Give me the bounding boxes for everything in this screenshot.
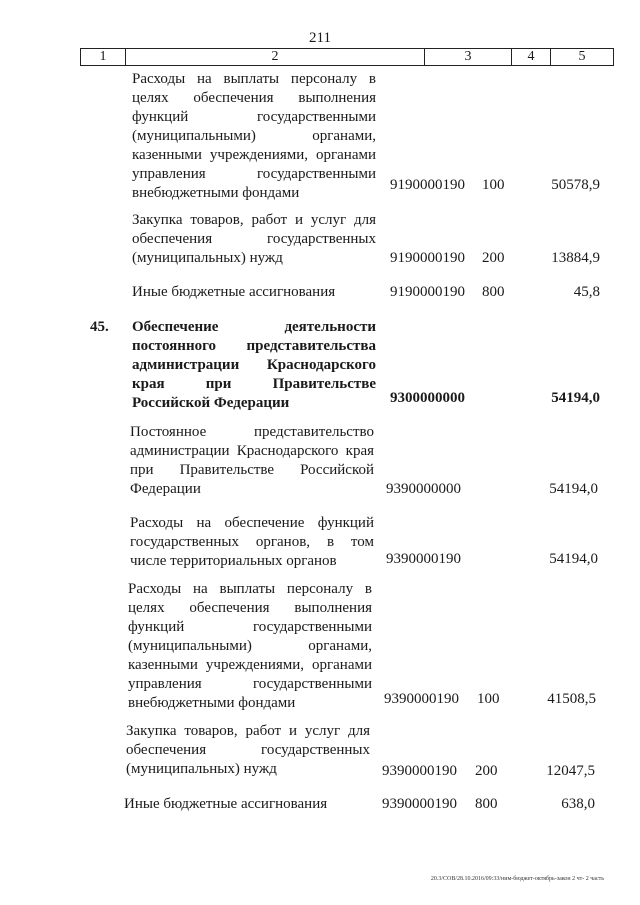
row-amount: 54194,0 [551, 390, 600, 406]
table-row [0, 514, 640, 574]
column-header-table [80, 48, 614, 66]
row-code: 9390000190 [382, 796, 457, 812]
row-description: Расходы на обеспечение функций государственных органов, в том числе территориальных органов [130, 515, 374, 569]
row-description: Обеспечение деятельности постоянного представительства администрации Краснодарского края при Правительстве Российской Федерации [132, 319, 376, 411]
table-row [0, 423, 640, 503]
row-amount: 13884,9 [551, 250, 600, 266]
row-type: 100 [477, 691, 500, 707]
row-description: Закупка товаров, работ и услуг для обеспечения государственных (муниципальных) нужд [126, 723, 370, 777]
row-code: 9190000190 [390, 284, 465, 300]
row-description: Расходы на выплаты персоналу в целях обеспечения выполнения функций государственными (муниципальными) органами, казенными учреждениями, органами управления государственными внебюджетными фондами [128, 581, 372, 711]
row-code: 9300000000 [390, 390, 465, 406]
row-code: 9190000190 [390, 250, 465, 266]
column-header-1: 1 [81, 49, 126, 66]
row-code: 9390000000 [386, 481, 461, 497]
table-row [0, 795, 640, 815]
row-amount: 12047,5 [546, 763, 595, 779]
row-amount: 54194,0 [549, 481, 598, 497]
table-row [0, 580, 640, 710]
table-row [0, 283, 640, 303]
page-number: 211 [309, 30, 331, 46]
row-type: 200 [482, 250, 505, 266]
row-amount: 50578,9 [551, 177, 600, 193]
row-code: 9190000190 [390, 177, 465, 193]
row-type: 100 [482, 177, 505, 193]
row-description: Иные бюджетные ассигнования [132, 284, 336, 300]
row-type: 800 [482, 284, 505, 300]
row-code: 9390000190 [386, 551, 461, 567]
row-code: 9390000190 [384, 691, 459, 707]
row-amount: 45,8 [573, 284, 600, 300]
row-description: Постоянное представительство администрации Краснодарского края при Правительстве Российской Федерации [130, 424, 374, 497]
row-description: Иные бюджетные ассигнования [124, 796, 328, 812]
row-description: Расходы на выплаты персоналу в целях обеспечения выполнения функций государственными (муниципальными) органами, казенными учреждениями, органами управления государственными внебюджетными фондами [132, 71, 376, 201]
document-footer: 20.3/СОВ/28.10.2016/09:33/ним-бюджет-октябрь-закон 2 чт- 2 часть [430, 876, 604, 882]
row-description: Закупка товаров, работ и услуг для обеспечения государственных (муниципальных) нужд [132, 212, 376, 266]
column-header-3: 3 [425, 49, 512, 66]
row-code: 9390000190 [382, 763, 457, 779]
row-type: 800 [475, 796, 498, 812]
column-header-5: 5 [551, 49, 614, 66]
row-amount: 638,0 [561, 796, 595, 812]
row-type: 200 [475, 763, 498, 779]
table-row [0, 211, 640, 271]
table-row [0, 70, 640, 201]
table-row [0, 722, 640, 782]
column-header-2: 2 [126, 49, 425, 66]
row-amount: 41508,5 [547, 691, 596, 707]
row-amount: 54194,0 [549, 551, 598, 567]
table-row [0, 318, 640, 418]
column-header-4: 4 [512, 49, 551, 66]
row-number: 45. [90, 319, 109, 335]
